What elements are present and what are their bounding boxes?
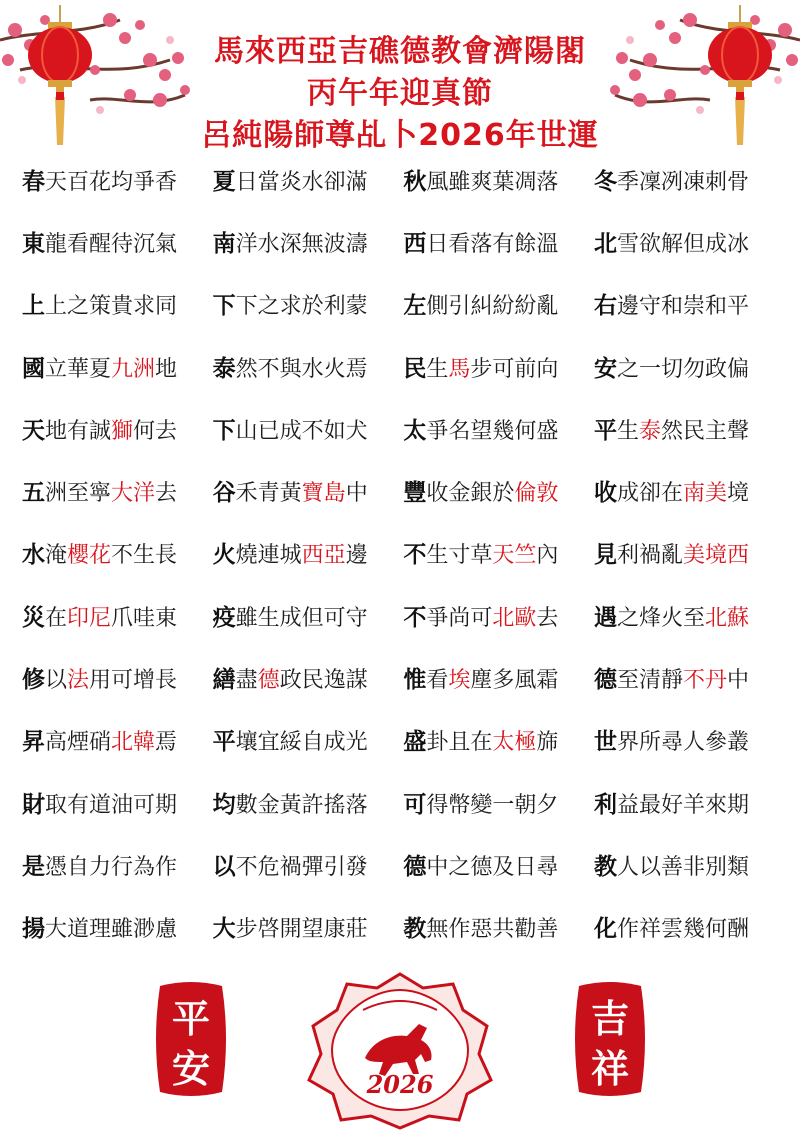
poem-line <box>403 910 591 943</box>
poem-line <box>22 287 210 320</box>
poem-line-initial: 西 <box>403 230 427 257</box>
poem-line-initial: 國 <box>22 355 45 382</box>
poem-line <box>22 723 210 756</box>
title-line-3: 呂純陽師尊乩卜2026年世運 <box>201 118 599 153</box>
poem-line <box>213 723 401 756</box>
poem-row <box>22 459 782 521</box>
poem-line <box>594 723 782 756</box>
poem-text: 看 <box>426 668 449 694</box>
poem-line-initial: 災 <box>22 604 45 631</box>
poem-text: 無作惡共勸善 <box>426 917 559 943</box>
poem-text: 側引糾紛紛亂 <box>426 294 559 320</box>
poem-text: 大道理雖渺慮 <box>45 917 178 943</box>
poem-line-initial: 下 <box>212 293 236 320</box>
seal-char-bottom: 祥 <box>590 1046 629 1091</box>
poem-line-initial: 泰 <box>212 355 236 382</box>
poem-text: 旆 <box>536 730 559 756</box>
poem-text: 之烽火至 <box>616 605 705 631</box>
poem-text: 邊守和崇和平 <box>616 294 749 320</box>
footer-decoration <box>0 970 800 1130</box>
poem-line-initial: 天 <box>22 417 45 444</box>
poem-row <box>22 709 782 771</box>
poem-line <box>403 786 591 819</box>
poem-line <box>594 163 782 196</box>
poem-line-initial: 右 <box>593 293 617 320</box>
poem-line <box>594 225 782 258</box>
poem-line <box>213 661 401 694</box>
poem-line-initial: 盛 <box>403 729 427 756</box>
poem-text: 然不與水火焉 <box>235 356 368 382</box>
poem-text: 爭名望幾何盛 <box>426 418 559 444</box>
poem-line <box>594 287 782 320</box>
poem-highlight: 倫敦 <box>514 481 559 507</box>
poem-text: 生 <box>616 418 639 444</box>
poem-text: 步可前向 <box>470 356 559 382</box>
poem-line <box>22 786 210 819</box>
poem-highlight: 南美 <box>682 481 727 507</box>
poem-line-initial: 秋 <box>403 168 427 195</box>
poem-line-initial: 火 <box>212 542 236 569</box>
poem-row <box>22 584 782 646</box>
poem-text: 邊 <box>345 543 368 569</box>
poem-text: 去 <box>155 481 178 507</box>
poem-line <box>213 474 401 507</box>
poem-row <box>22 397 782 459</box>
poem-line <box>403 163 591 196</box>
poem-text: 收金銀於 <box>426 481 515 507</box>
poem-text: 山已成不如犬 <box>235 418 368 444</box>
poem-text: 風雖爽葉凋落 <box>426 169 559 195</box>
poem-row <box>22 896 782 958</box>
poem-row <box>22 522 782 584</box>
poem-text: 爪哇東 <box>111 605 178 631</box>
seal-ping-an <box>152 980 230 1098</box>
poem-text: 中 <box>727 668 750 694</box>
poem-highlight: 德 <box>257 668 280 694</box>
poem-row <box>22 833 782 895</box>
poem-highlight: 不丹 <box>682 668 727 694</box>
poem-line <box>213 287 401 320</box>
poem-line <box>22 910 210 943</box>
poem-line-initial: 南 <box>212 230 236 257</box>
poem-line <box>213 163 401 196</box>
poem-row <box>22 148 782 210</box>
poem-line-initial: 下 <box>212 417 236 444</box>
poem-row <box>22 335 782 397</box>
poem-grid <box>22 148 782 958</box>
poem-line-initial: 德 <box>593 667 617 694</box>
poem-text: 生寸草 <box>426 543 493 569</box>
poem-highlight: 法 <box>67 668 90 694</box>
poem-row <box>22 646 782 708</box>
poem-line-initial: 化 <box>593 916 617 943</box>
poem-text: 中 <box>345 481 368 507</box>
poem-line-initial: 修 <box>22 667 45 694</box>
poem-text: 界所尋人參叢 <box>616 730 749 756</box>
poem-line-initial: 豐 <box>403 480 427 507</box>
poem-highlight: 櫻花 <box>67 543 112 569</box>
poem-line-initial: 可 <box>403 791 427 818</box>
poem-line-initial: 疫 <box>212 604 236 631</box>
poem-text: 立華夏 <box>45 356 112 382</box>
poem-text: 去 <box>536 605 559 631</box>
poem-line <box>213 350 401 383</box>
poem-text: 數金黃許搖落 <box>235 792 368 818</box>
poem-line-initial: 大 <box>212 916 236 943</box>
poem-line <box>403 474 591 507</box>
poem-line-initial: 安 <box>593 355 617 382</box>
poem-line <box>594 599 782 632</box>
poem-line-initial: 繕 <box>212 667 236 694</box>
poem-line-initial: 太 <box>403 417 427 444</box>
poem-text: 利禍亂 <box>616 543 683 569</box>
poem-text: 淹 <box>45 543 68 569</box>
seal-char-top: 吉 <box>590 996 629 1041</box>
poem-line <box>22 536 210 569</box>
year-label: 2026 <box>366 1070 434 1099</box>
title-line-2: 丙午年迎真節 <box>307 76 493 111</box>
header <box>0 0 800 160</box>
poem-line <box>403 848 591 881</box>
poem-line <box>403 599 591 632</box>
poem-text: 龍看醒待沉氣 <box>45 231 178 257</box>
poem-text: 卦且在 <box>426 730 493 756</box>
poem-line-initial: 揚 <box>22 916 45 943</box>
poem-highlight: 印尼 <box>67 605 112 631</box>
poem-highlight: 寶島 <box>301 481 346 507</box>
poem-line-initial: 左 <box>403 293 427 320</box>
poem-text: 地有誠 <box>45 418 112 444</box>
poem-line <box>22 474 210 507</box>
poem-line <box>403 287 591 320</box>
poem-text: 雪欲解但成冰 <box>616 231 749 257</box>
poem-highlight: 九洲 <box>111 356 156 382</box>
poem-row <box>22 273 782 335</box>
poem-line-initial: 東 <box>22 230 45 257</box>
poem-text: 雖生成但可守 <box>235 605 368 631</box>
poem-highlight: 西亞 <box>301 543 346 569</box>
poem-line <box>213 225 401 258</box>
poem-highlight: 天竺 <box>492 543 537 569</box>
poem-text: 洲至寧 <box>45 481 112 507</box>
poem-highlight: 北歐 <box>492 605 537 631</box>
poem-text: 憑自力行為作 <box>45 854 178 880</box>
poem-text: 爭尚可 <box>426 605 493 631</box>
poem-text: 作祥雲幾何酬 <box>616 917 749 943</box>
poem-text: 日看落有餘溫 <box>426 231 559 257</box>
poem-highlight: 大洋 <box>111 481 156 507</box>
poem-line <box>22 661 210 694</box>
poem-line <box>594 350 782 383</box>
poem-highlight: 泰 <box>638 418 661 444</box>
poem-text: 取有道油可期 <box>45 792 178 818</box>
poem-line <box>213 848 401 881</box>
poem-row <box>22 210 782 272</box>
poem-line <box>22 350 210 383</box>
poem-text: 何去 <box>133 418 178 444</box>
poem-text: 步啓開望康莊 <box>235 917 368 943</box>
seal-char-bottom: 安 <box>171 1046 210 1091</box>
poem-line <box>213 910 401 943</box>
poem-line-initial: 五 <box>22 480 45 507</box>
poem-line-initial: 是 <box>22 853 45 880</box>
poem-text: 天百花均爭香 <box>45 169 178 195</box>
poem-text: 生 <box>426 356 449 382</box>
poem-line-initial: 教 <box>593 853 617 880</box>
poem-line <box>594 848 782 881</box>
seal-ji-xiang <box>571 980 649 1098</box>
poem-text: 境 <box>727 481 750 507</box>
poem-line-initial: 以 <box>212 853 236 880</box>
poem-text: 洋水深無波濤 <box>235 231 368 257</box>
poem-text: 以 <box>45 668 68 694</box>
poem-line-initial: 平 <box>212 729 236 756</box>
poem-line-initial: 冬 <box>593 168 617 195</box>
poem-line <box>213 412 401 445</box>
poem-line-initial: 北 <box>593 230 617 257</box>
poem-line <box>594 786 782 819</box>
poem-line-initial: 均 <box>212 791 236 818</box>
poem-line <box>594 536 782 569</box>
poem-line-initial: 平 <box>593 417 617 444</box>
poem-text: 禾青黃 <box>235 481 302 507</box>
poem-line <box>213 786 401 819</box>
poem-line <box>594 910 782 943</box>
poem-highlight: 獅 <box>111 418 134 444</box>
poem-highlight: 北蘇 <box>704 605 749 631</box>
poem-line-initial: 民 <box>403 355 427 382</box>
poem-line-initial: 利 <box>593 791 617 818</box>
poem-text: 內 <box>536 543 559 569</box>
poem-line <box>22 599 210 632</box>
poem-line <box>213 599 401 632</box>
poem-line-initial: 世 <box>593 729 617 756</box>
poem-text: 中之德及日尋 <box>426 854 559 880</box>
poem-line <box>22 848 210 881</box>
poem-text: 人以善非別類 <box>616 854 749 880</box>
poem-line <box>403 225 591 258</box>
poem-text: 塵多風霜 <box>470 668 559 694</box>
poem-line-initial: 水 <box>22 542 45 569</box>
poem-line-initial: 遇 <box>593 604 617 631</box>
poem-line <box>594 412 782 445</box>
poem-row <box>22 771 782 833</box>
poem-text: 下之求於利蒙 <box>235 294 368 320</box>
poem-text: 成卻在 <box>616 481 683 507</box>
poem-text: 政民逸謀 <box>279 668 368 694</box>
poem-line <box>403 412 591 445</box>
poem-text: 不危禍彈引發 <box>235 854 368 880</box>
poem-line <box>403 661 591 694</box>
poem-text: 日當炎水卻滿 <box>235 169 368 195</box>
poem-text: 不生長 <box>111 543 178 569</box>
poem-text: 然民主聲 <box>661 418 750 444</box>
poem-line-initial: 上 <box>22 293 45 320</box>
poem-line-initial: 惟 <box>403 667 427 694</box>
poem-line-initial: 財 <box>22 791 45 818</box>
poem-text: 壤宜綏自成光 <box>235 730 368 756</box>
poem-line <box>403 536 591 569</box>
poem-line-initial: 春 <box>22 168 45 195</box>
poem-text: 益最好羊來期 <box>616 792 749 818</box>
poem-line <box>213 536 401 569</box>
poem-line-initial: 不 <box>403 542 427 569</box>
seal-char-top: 平 <box>171 996 210 1041</box>
poem-line <box>22 225 210 258</box>
poem-line <box>22 412 210 445</box>
title-line-1: 馬來西亞吉礁德教會濟陽閣 <box>214 34 586 69</box>
poem-line <box>403 723 591 756</box>
poem-text: 用可增長 <box>89 668 178 694</box>
poem-text: 季凜冽凍刺骨 <box>616 169 749 195</box>
poem-text: 地 <box>155 356 178 382</box>
poem-text: 燒連城 <box>235 543 302 569</box>
poem-highlight: 北韓 <box>111 730 156 756</box>
poem-line-initial: 谷 <box>212 480 236 507</box>
poem-highlight: 太極 <box>492 730 537 756</box>
poem-line-initial: 收 <box>593 480 617 507</box>
poem-text: 上之策貴求同 <box>45 294 178 320</box>
poem-line <box>594 661 782 694</box>
poem-line <box>403 350 591 383</box>
poem-line <box>22 163 210 196</box>
poem-line <box>594 474 782 507</box>
poem-text: 得幣變一朝夕 <box>426 792 559 818</box>
poem-text: 之一切勿政偏 <box>616 356 749 382</box>
poem-line-initial: 德 <box>403 853 427 880</box>
poem-text: 焉 <box>155 730 178 756</box>
poem-text: 至清靜 <box>616 668 683 694</box>
poem-highlight: 美境西 <box>682 543 749 569</box>
poem-line-initial: 夏 <box>212 168 236 195</box>
poem-line-initial: 不 <box>403 604 427 631</box>
poem-line-initial: 見 <box>593 542 617 569</box>
poem-line-initial: 昇 <box>22 729 45 756</box>
poem-line-initial: 教 <box>403 916 427 943</box>
poem-highlight: 埃 <box>448 668 471 694</box>
poem-text: 盡 <box>235 668 258 694</box>
poem-text: 在 <box>45 605 68 631</box>
poem-text: 高煙硝 <box>45 730 112 756</box>
poem-highlight: 馬 <box>448 356 471 382</box>
year-medallion <box>303 970 497 1130</box>
